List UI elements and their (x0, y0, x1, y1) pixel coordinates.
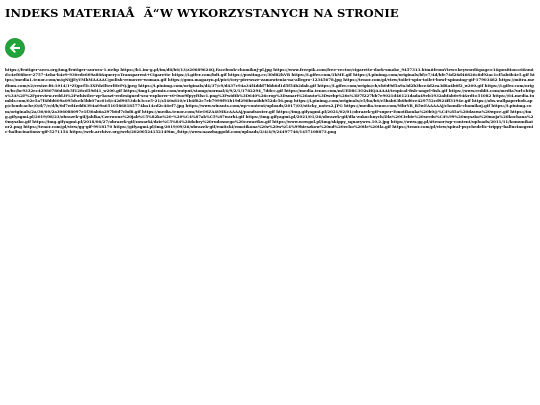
url-link[interactable]: https://web.archive.org/web/20200524152149im_/http://www.nazzbaggold.com/uploads/2/4/4/9/24497746/1457108873.png (69, 129, 337, 135)
url-link[interactable]: https://64.media.tumblr.com/02e5a7f4fdd609a095dceb5bb07ac01d/c42d9053dcb3cce5-21/s540x810/e1b4f82c7eb7999f91b19d290bea6bb952dc56.png (5, 93, 535, 104)
url-list (5, 67, 535, 135)
url-link[interactable]: https://i.pinimg.com/originals/2a/30/60/2a306088097e1f30ab6a297b0d7cbd8.gif (5, 103, 532, 114)
url-link[interactable]: https://obs.wallpaperbob.app/cloudcache/0/d/7/e/d/b/0d7ed4edd6394a09a65105868185774ba14cd2c46ef7.jpg (5, 98, 533, 109)
url-link[interactable]: https://img.gifyagmi.pl/2019/08/23/obrazek-gif/jablka/Czerwone%20jab%C5%82ko%20-%20%C4%87ak%C5%87warhi.gif (5, 108, 532, 119)
url-link[interactable]: https://www.reddit.com/media?url=https%3A%2F%2Fpreview.redd.it%2Fwhistler-zp-koszt-redesigned-sea-explorer-v0-0uo9fpyyftlsc1.png%3Fwidth%3D640%26crop%3Dsmart%26auto%3Dwebp%26s%3D7f227bb7e9021d46121dada49eb1932abfab0e94&rdt=51082 (5, 87, 535, 99)
url-link[interactable]: https://tenor.com/pl/view/spiral-psychedelic-trippy-hallucinogenic-hallucinations-gif-5271154 (5, 124, 534, 135)
url-link[interactable]: https://media.tenor.com/MeOSZA4tMKcAAAAj/pandsoster.gif (142, 108, 275, 114)
url-link[interactable]: https://posting.cc/30d82hVR (228, 72, 291, 78)
url-link[interactable]: https://i.pinimg.com/originals/d4/37/c9/d437c94a34f4ddd7bbb6d1d5f54b2dab.gif (138, 82, 317, 88)
url-link[interactable]: https://www.freepik.com/free-vector/cigarette-dark-smoke_9457313.htm#fromView=keyword&page=1&position=6&uuid=4ef08bee-2757-4eba-b4e9-930ede609a88&query=Transparent+Cigarette (5, 67, 534, 78)
url-link[interactable]: https://i.pinimg.com/originals/bf/e7/4d/bfe74d26d46826c8d92ac1cf5ab6b4e5.gif (353, 72, 529, 78)
page-title: INDEKS MATERIAÅÃ“W WYKORZYSTANYCH NA STRONIE (5, 6, 399, 20)
url-link[interactable]: https://frutiger-aero.org/img/frutiger-aurora-1.webp (5, 67, 119, 72)
url-link[interactable]: https://img.gifyagmi.pl/2018/06/27/obrazek-gif/zawarki/dzie%C5%84%20dobry%20rudosnego%20czwartku.gif (32, 119, 271, 125)
url-link[interactable]: https://img1.picmix.com/output/stamp/normal/4/9/2/1/1782294_7ddcc.gif (123, 87, 283, 93)
back-button[interactable] (5, 38, 25, 58)
url-link[interactable]: https://i.gifer.com/1kME.gif (291, 72, 352, 78)
url-link[interactable]: https://media.tenor.com/MbrYR_B5wEAAAAAj/chomik-chomikuj.gif (344, 103, 490, 109)
url-link[interactable]: https://www.gg.pl/#tenor/wp-content/uploads/2011/11/komunikator2.png (5, 119, 534, 130)
url-link[interactable]: https://gifyagmi.pl/img/2019/09/26/obrazek-gif/emitcki/emotikona%20z%20w%C4%99bieszkow%20nd%20echo%20tle%20tla.gif (113, 124, 391, 130)
url-link[interactable]: https://media.tenor.com/mUED8C3O2sHQAAAAi/tropical-fish-angel-fish.gif (284, 87, 448, 93)
url-link[interactable]: https://i.gifer.com/origin/bc/bc9332ec42980780d4dc5f128cd59d41_w200.gif (5, 82, 534, 93)
url-link[interactable]: https://www.winsnts.com/wp-content/uploads/2017/03/sticky_notes2.JPG (185, 103, 343, 109)
url-link[interactable]: https://tenor.com/pl/view/toilet-spin-toilet-bowl-spinning-gif-17903482 (343, 77, 498, 83)
url-link[interactable]: https://www.wowgol.pl/img/skippy_squarywes.10.2.jpg (272, 119, 390, 125)
back-arrow-icon (5, 38, 25, 58)
url-link[interactable]: https://img.gifyagmi.pl/2021/02/01/obrazek-gif-super-Emotikonka%20b0@%C4%85a%20dzawa%20wpce.gif (276, 108, 509, 114)
url-link[interactable]: https://i.gifer.com/origin/cb/cb0d9d5a9a3d2b3bce4d2ea3d8a4b6f2_w200.gif (317, 82, 484, 88)
url-link[interactable]: https://gmu.magazyn.pl/pict/trzy-pierwsze-zamowienia-na-allegro-12345678.jpg (167, 77, 342, 83)
url-link[interactable]: https://tenor.com/pl/view/gg-gif-9918170 (23, 124, 113, 130)
url-link[interactable]: https://media1.tenor.com/m/qNtjjEyVMhMAAAAC/polish-remover-woman.gif (5, 72, 535, 83)
url-link[interactable]: https://i.pinimg.com/originals/e5/ba/b6/e5bab63b0bd0ce429752cd924ff3194e.gif (293, 98, 471, 104)
url-link[interactable]: https://img.gifyagmi.pl/2021/01/26/obrazek-gif/dla-zukochnych/Dla%20Ciebie%20serdu%C4%99%20myszko%20moja%20kochana%20myszko.gif (5, 113, 534, 125)
url-link[interactable]: https://b1.im-g.pl/im/d8/b6/13/z20689624Q,Facebook-chomikuj-pl.jpg (120, 67, 272, 72)
url-link[interactable]: https://mitra.medium.com/v2/resize:fit:1014/1*ZQpcfTc3XFdzIlterlHvPQ.jpeg (5, 77, 535, 88)
url-link[interactable]: https://i.gifer.com/bdt.gif (171, 72, 227, 78)
